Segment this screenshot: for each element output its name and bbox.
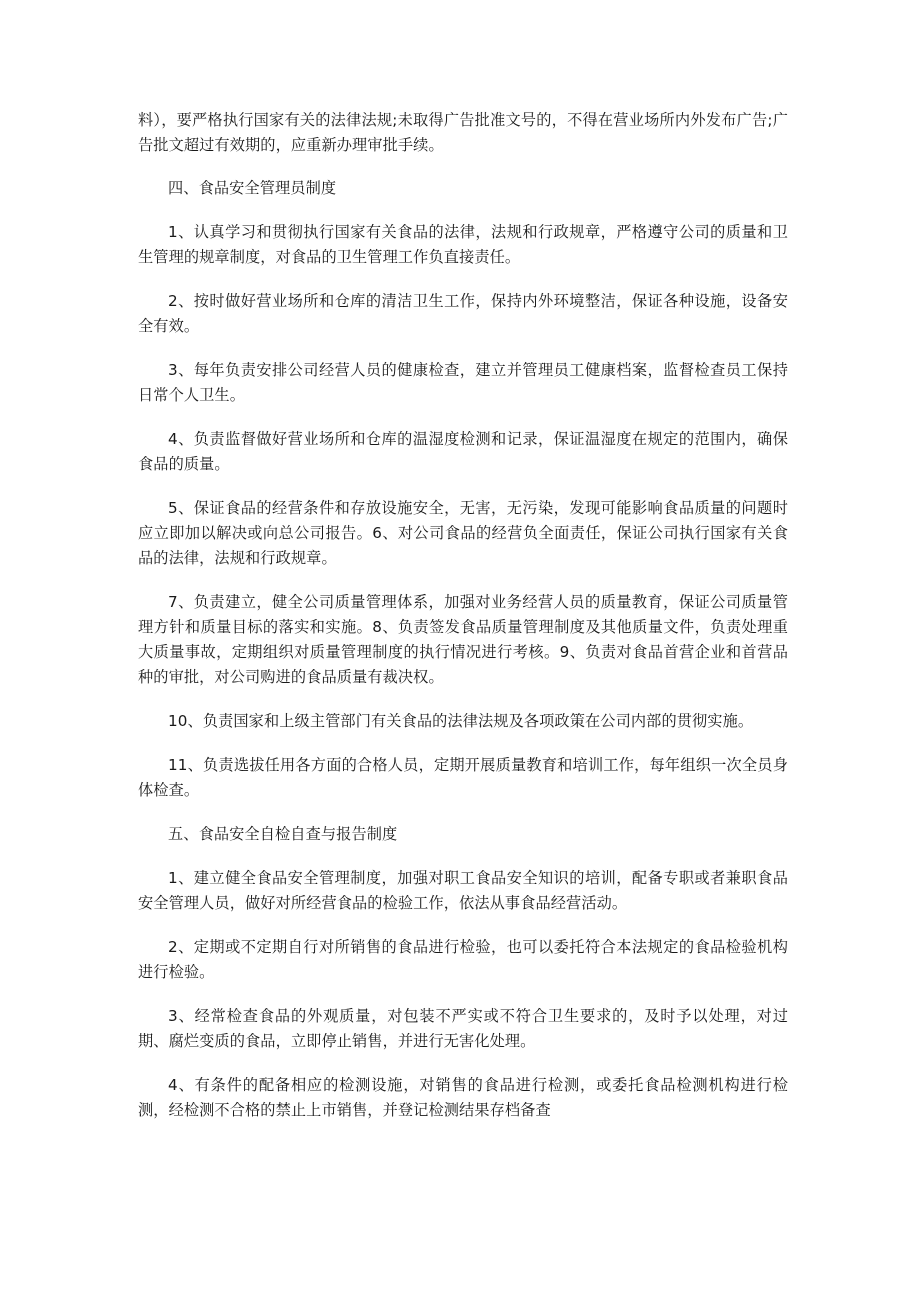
paragraph-item-5-2: 2、定期或不定期自行对所销售的食品进行检验，也可以委托符合本法规定的食品检验机构进行检验。 [138, 938, 788, 981]
section-heading-4: 四、食品安全管理员制度 [168, 179, 337, 197]
paragraph-item-5-4: 4、有条件的配备相应的检测设施，对销售的食品进行检测，或委托食品检测机构进行检测，经检测不合格的禁止上市销售，并登记检测结果存档备查 [138, 1076, 788, 1119]
document-page [138, 108, 788, 1142]
paragraph-item-2: 2、按时做好营业场所和仓库的清洁卫生工作，保持内外环境整洁，保证各种设施，设备安全有效。 [138, 292, 788, 335]
paragraph-item-4: 4、负责监督做好营业场所和仓库的温湿度检测和记录，保证温湿度在规定的范围内，确保食品的质量。 [138, 430, 788, 473]
paragraph-item-1: 1、认真学习和贯彻执行国家有关食品的法律，法规和行政规章，严格遵守公司的质量和卫生管理的规章制度，对食品的卫生管理工作负直接责任。 [138, 223, 788, 266]
paragraph-item-5-1: 1、建立健全食品安全管理制度，加强对职工食品安全知识的培训，配备专职或者兼职食品安全管理人员，做好对所经营食品的检验工作，依法从事食品经营活动。 [138, 869, 788, 912]
paragraph-item-11: 11、负责选拔任用各方面的合格人员，定期开展质量教育和培训工作，每年组织一次全员身体检查。 [138, 756, 788, 799]
paragraph-item-5-6: 5、保证食品的经营条件和存放设施安全，无害，无污染，发现可能影响食品质量的问题时应立即加以解决或向总公司报告。6、对公司食品的经营负全面责任，保证公司执行国家有关食品的法律，法规和行政规章。 [138, 499, 788, 567]
paragraph-item-3: 3、每年负责安排公司经营人员的健康检查，建立并管理员工健康档案，监督检查员工保持日常个人卫生。 [138, 361, 788, 404]
paragraph-item-7-9: 7、负责建立，健全公司质量管理体系，加强对业务经营人员的质量教育，保证公司质量管理方针和质量目标的落实和实施。8、负责签发食品质量管理制度及其他质量文件，负责处理重大质量事故，定期组织对质量管理制度的执行情况进行考核。9、负责对食品首营企业和首营品种的审批，对公司购进的食品质量有裁决权。 [138, 593, 788, 686]
paragraph-item-5-3: 3、经常检查食品的外观质量，对包装不严实或不符合卫生要求的，及时予以处理，对过期、腐烂变质的食品，立即停止销售，并进行无害化处理。 [138, 1007, 788, 1050]
paragraph-item-10: 10、负责国家和上级主管部门有关食品的法律法规及各项政策在公司内部的贯彻实施。 [168, 712, 754, 730]
paragraph-continuation: 料），要严格执行国家有关的法律法规;未取得广告批准文号的，不得在营业场所内外发布广告;广告批文超过有效期的，应重新办理审批手续。 [138, 111, 788, 154]
section-heading-5: 五、食品安全自检自查与报告制度 [168, 825, 398, 843]
